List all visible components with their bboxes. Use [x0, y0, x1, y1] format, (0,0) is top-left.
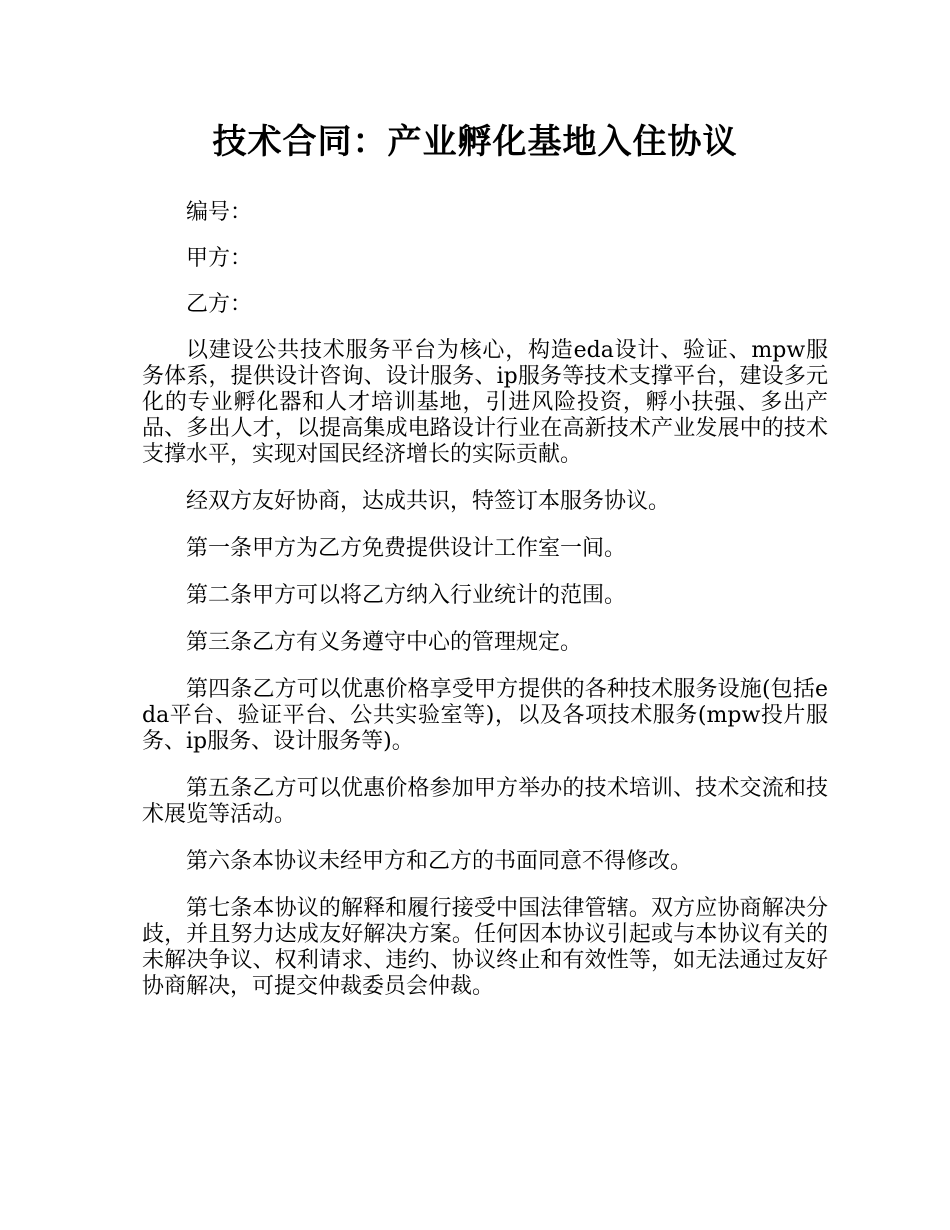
clause-1: 第一条甲方为乙方免费提供设计工作室一间。	[186, 536, 627, 561]
document-body	[142, 200, 828, 1021]
clause-7: 第七条本协议的解释和履行接受中国法律管辖。双方应协商解决分歧，并且努力达成友好解决方案。任何因本协议引起或与本协议有关的未解决争议、权利请求、违约、协议终止和有效性等，如无法通过友好协商解决，可提交仲裁委员会仲裁。	[142, 896, 828, 999]
clause-5: 第五条乙方可以优惠价格参加甲方举办的技术培训、技术交流和技术展览等活动。	[142, 776, 828, 827]
clause-4: 第四条乙方可以优惠价格享受甲方提供的各种技术服务设施(包括eda平台、验证平台、公共实验室等)，以及各项技术服务(mpw投片服务、ip服务、设计服务等)。	[142, 677, 828, 754]
document-title: 技术合同：产业孵化基地入住协议	[212, 122, 738, 162]
clause-3: 第三条乙方有义务遵守中心的管理规定。	[186, 630, 583, 655]
party-b-field-label: 乙方：	[186, 292, 253, 317]
clause-6: 第六条本协议未经甲方和乙方的书面同意不得修改。	[186, 849, 693, 874]
clause-2: 第二条甲方可以将乙方纳入行业统计的范围。	[186, 583, 627, 608]
party-a-field-label: 甲方：	[186, 246, 253, 271]
paragraph-agreement: 经双方友好协商，达成共识，特签订本服务协议。	[186, 489, 671, 514]
paragraph-preamble: 以建设公共技术服务平台为核心，构造eda设计、验证、mpw服务体系，提供设计咨询、设计服务、ip服务等技术支撑平台，建设多元化的专业孵化器和人才培训基地，引进风险投资，孵小扶强、多出产品、多出人才，以提高集成电路设计行业在高新技术产业发展中的技术支撑水平，实现对国民经济增长的实际贡献。	[142, 338, 828, 467]
number-field-label: 编号：	[186, 200, 253, 225]
